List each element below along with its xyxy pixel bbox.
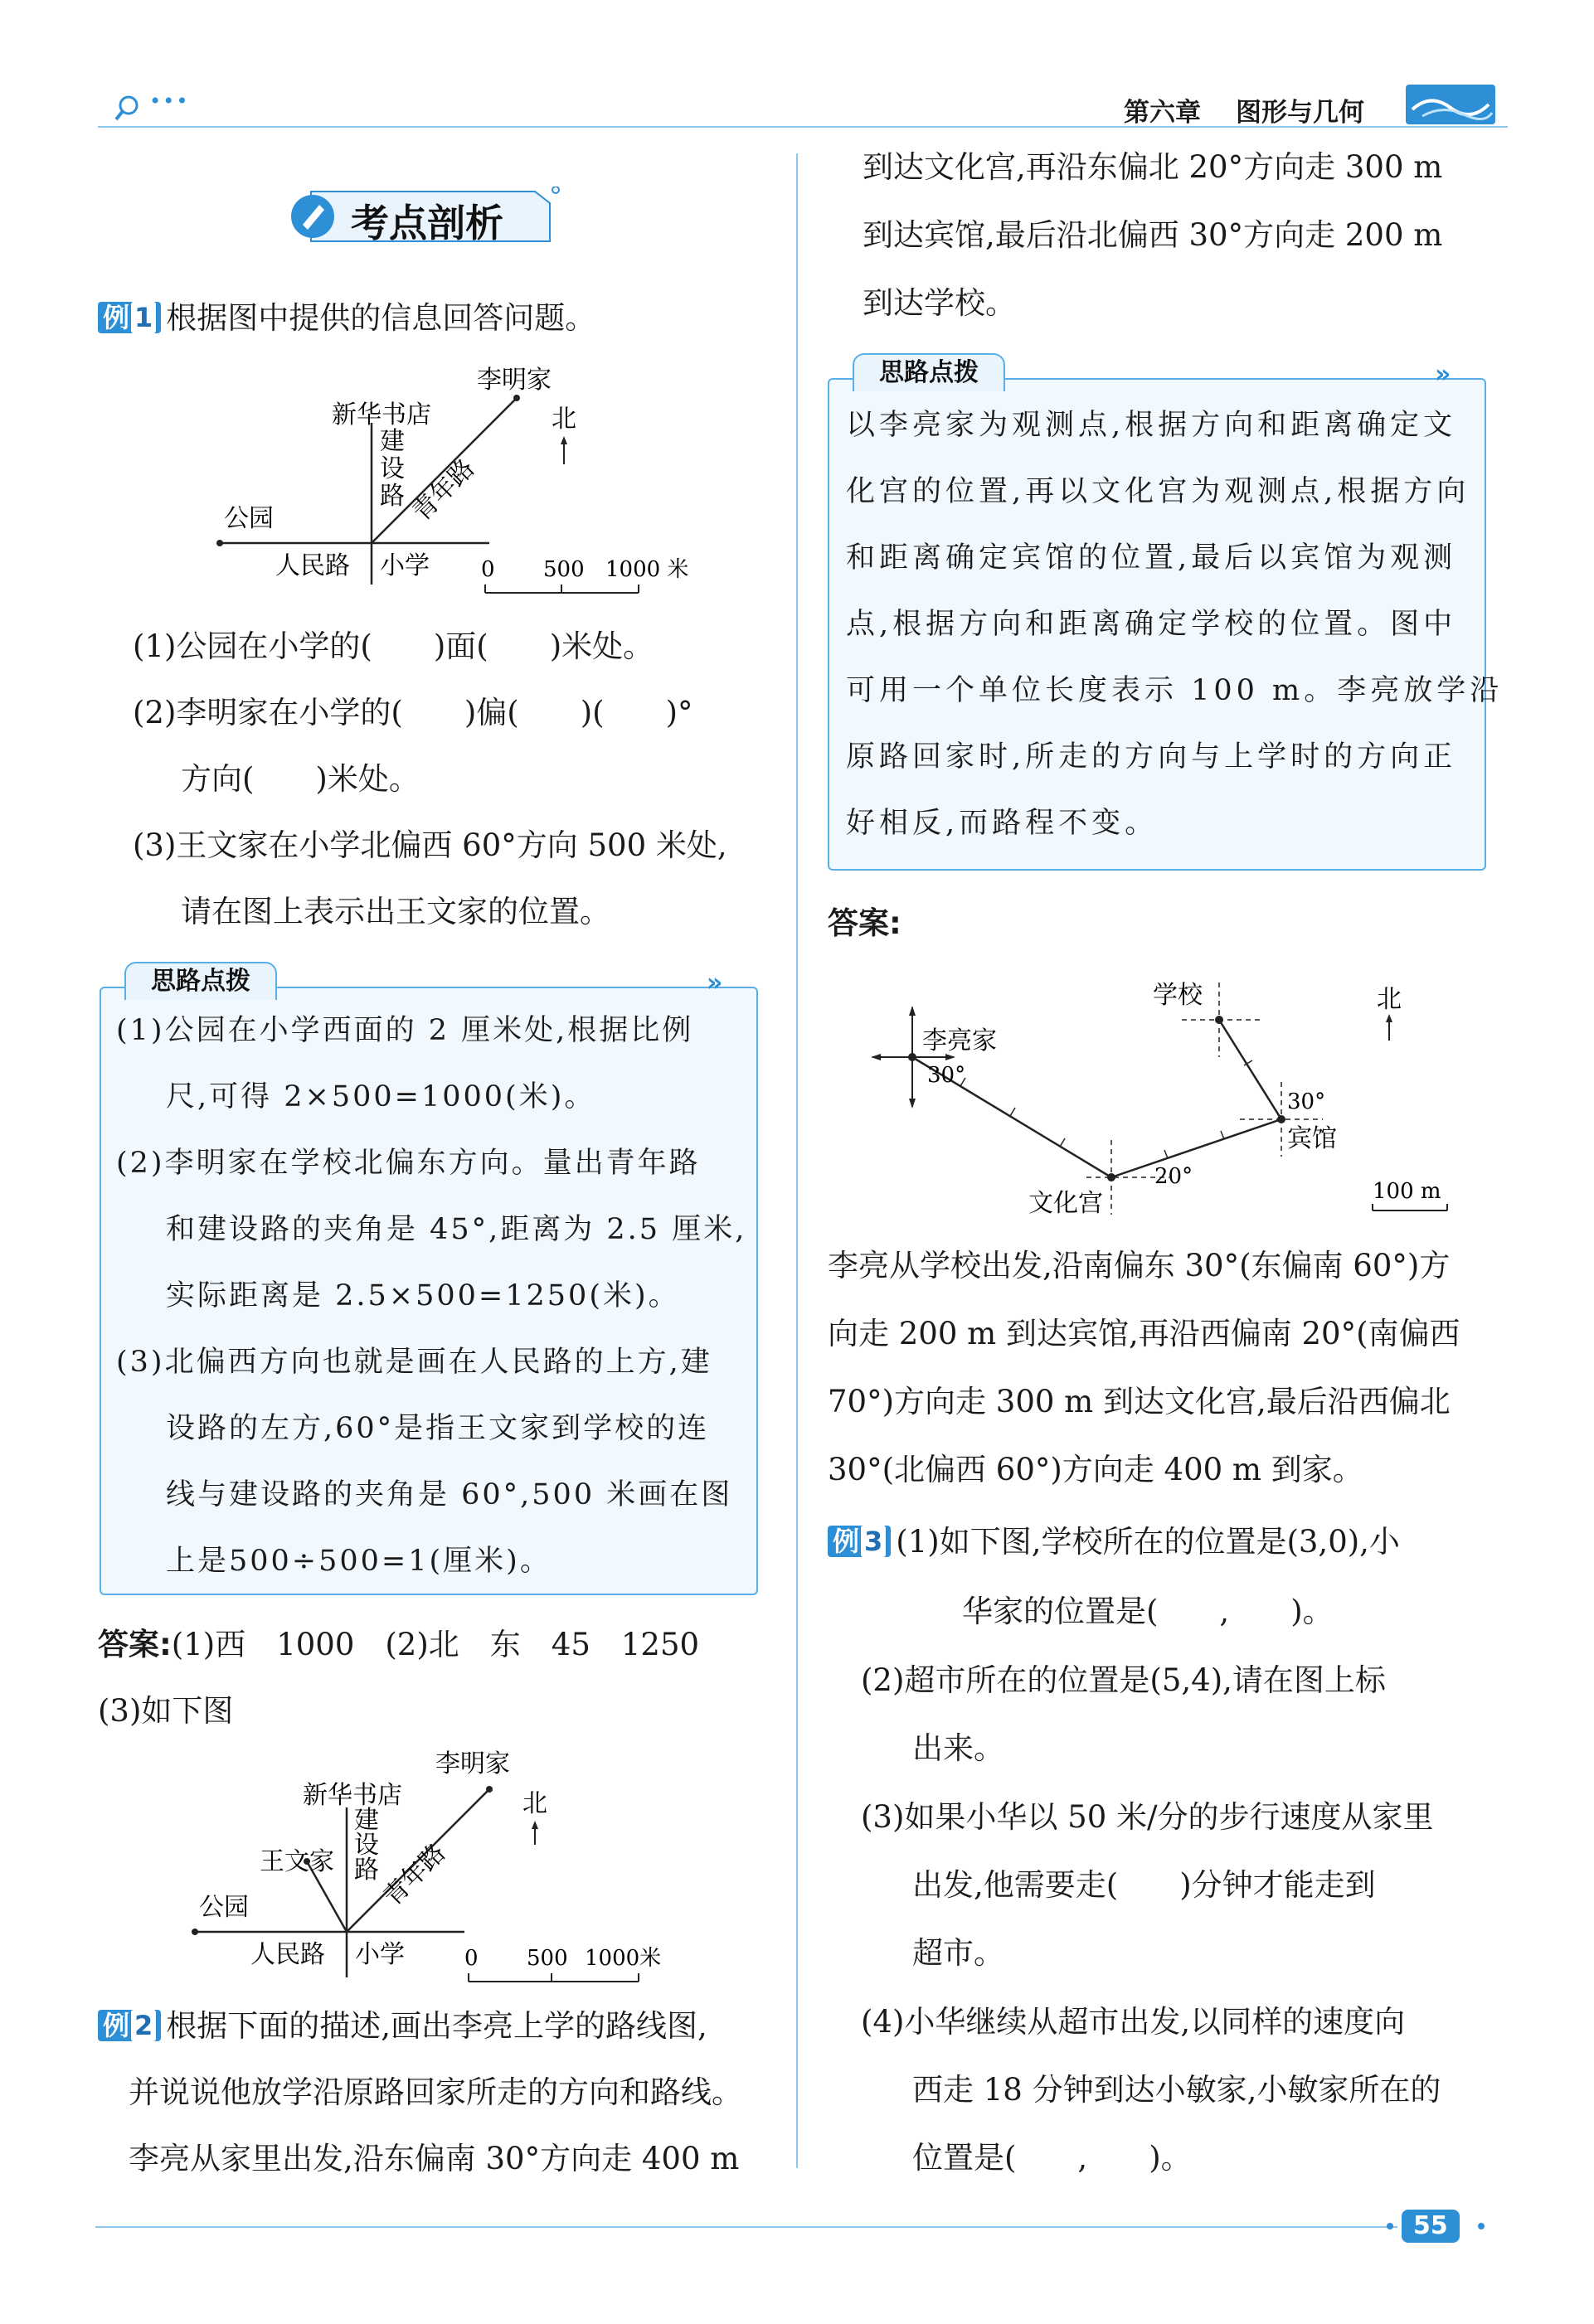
search-icon	[112, 93, 145, 126]
ex3-badge: 例 3	[828, 1526, 891, 1557]
ex3-q1a: 例 3 (1)如下图,学校所在的位置是(3,0),小	[828, 1524, 1400, 1560]
ex2-q4: 到达文化宫,再沿东偏北 20°方向走 300 m	[863, 149, 1443, 185]
ex2-answer-3: 30°(北偏西 60°)方向走 400 m 到家。	[828, 1452, 1363, 1487]
ex1-q1: (1)公园在小学的( )面( )米处。	[133, 628, 654, 664]
label-wangwen: 王文家	[260, 1847, 334, 1876]
footer-dot-left	[1387, 2223, 1393, 2229]
label-liming-2: 李明家	[435, 1749, 510, 1778]
label-a20: 20°	[1154, 1164, 1193, 1189]
ex3-q3a: (3)如果小华以 50 米/分的步行速度从家里	[861, 1799, 1434, 1835]
footer-dot-right	[1478, 2223, 1485, 2229]
label-liming: 李明家	[477, 366, 552, 395]
ex3-q1b: 华家的位置是( , )。	[962, 1594, 1334, 1629]
ex2-badge: 例 2	[98, 2010, 161, 2041]
ex2-answer-0: 李亮从学校出发,沿南偏东 30°(东偏南 60°)方	[828, 1248, 1451, 1283]
ex2-answer-2: 70°)方向走 300 m 到达文化宫,最后沿西偏北	[828, 1384, 1451, 1419]
liming-home-point	[513, 395, 520, 401]
route-hotel-school	[1219, 1020, 1281, 1119]
ex2-q6: 到达学校。	[863, 285, 1016, 321]
route-culture-hotel	[1111, 1119, 1281, 1177]
ex2-think-1: 化宫的位置,再以文化宫为观测点,根据方向	[846, 475, 1470, 508]
label-xiaoxue: 小学	[380, 551, 430, 580]
label-culture: 文化宫	[1028, 1189, 1103, 1218]
label-jianshe: 建设路	[380, 427, 405, 511]
label-xinhua-2: 新华书店	[303, 1781, 402, 1810]
scale-1000-2: 1000米	[585, 1946, 662, 1971]
header-dots: •••	[149, 90, 190, 113]
ex1-badge: 例 1	[98, 302, 161, 333]
ex2-q2: 并说说他放学沿原路回家所走的方向和路线。	[129, 2074, 742, 2110]
label-scale: 100 m	[1373, 1179, 1441, 1204]
ex1-q3b: 请在图上表示出王文家的位置。	[181, 894, 610, 929]
ex1-think-0: (1)公园在小学西面的 2 厘米处,根据比例	[116, 1014, 694, 1047]
column-divider	[796, 153, 798, 2168]
ex2-think-4: 可用一个单位长度表示 100 m。李亮放学沿	[846, 674, 1504, 707]
ex1-question: 例 1 根据图中提供的信息回答问题。	[98, 300, 595, 337]
label-a30: 30°	[927, 1063, 966, 1088]
section-label: 图形与几何	[1236, 98, 1364, 128]
title-box	[286, 187, 560, 246]
ex1-answer	[98, 1627, 699, 1663]
label-qingnian-2: 青年路	[377, 1838, 452, 1912]
ex1-think-4: 实际距离是 2.5×500=1250(米)。	[166, 1279, 680, 1312]
label-north-2: 北	[522, 1789, 547, 1818]
footer-line	[95, 2226, 1397, 2228]
ex2-q5: 到达宾馆,最后沿北偏西 30°方向走 200 m	[863, 217, 1443, 253]
label-renmin-2: 人民路	[250, 1940, 325, 1969]
scale-1000: 1000 米	[605, 557, 689, 582]
ex1-answer-label: 答案:	[98, 1627, 172, 1662]
ex1-think-7: 线与建设路的夹角是 60°,500 米画在图	[166, 1478, 733, 1511]
jianshe-1: 建	[380, 427, 405, 456]
ex1-answer-text: (1)西 1000 (2)北 东 45 1250	[171, 1627, 700, 1662]
header-wave-logo	[1406, 85, 1495, 124]
page-number: 55	[1402, 2210, 1460, 2243]
ex1-answer3: (3)如下图	[98, 1693, 234, 1729]
scale-500-2: 500	[527, 1946, 568, 1971]
ex1-think-2: (2)李明家在学校北偏东方向。量出青年路	[116, 1147, 701, 1180]
ex2-think-0: 以李亮家为观测点,根据方向和距离确定文	[846, 409, 1457, 442]
ex1-q3a: (3)王文家在小学北偏西 60°方向 500 米处,	[133, 827, 727, 863]
ex1-think-5: (3)北偏西方向也就是画在人民路的上方,建	[116, 1346, 712, 1379]
label-gongyuan-2: 公园	[199, 1893, 249, 1922]
ex1-q2a: (2)李明家在小学的( )偏( )( )°	[133, 695, 693, 730]
ex2-think-5: 原路回家时,所走的方向与上学时的方向正	[846, 740, 1457, 774]
ex1-think-tab: 思路点拨	[124, 962, 277, 1000]
label-north-3: 北	[1377, 985, 1402, 1014]
label-xiaoxue-2: 小学	[355, 1940, 405, 1969]
ex2-q1: 例 2 根据下面的描述,画出李亮上学的路线图,	[98, 2008, 707, 2045]
ex1-think-arrow-icon: »	[707, 968, 723, 997]
ex2-answer-label: 答案:	[828, 905, 901, 941]
label-xinhua: 新华书店	[332, 400, 431, 429]
school-point	[1215, 1016, 1223, 1024]
ex2-q3: 李亮从家里出发,沿东偏南 30°方向走 400 m	[129, 2141, 740, 2176]
label-qingnian: 青年路	[406, 454, 481, 527]
label-gongyuan: 公园	[224, 504, 274, 533]
ex3-q4c: 位置是( , )。	[912, 2140, 1192, 2176]
label-home: 李亮家	[922, 1026, 997, 1055]
ex2-think-6: 好相反,而路程不变。	[846, 807, 1159, 840]
ex3-q2a: (2)超市所在的位置是(5,4),请在图上标	[861, 1662, 1386, 1698]
ex3-q2b: 出来。	[912, 1730, 1004, 1766]
label-north: 北	[552, 405, 576, 434]
ex2-think-tab: 思路点拨	[853, 353, 1005, 391]
ex1-answer-figure	[187, 1745, 701, 1986]
label-school: 学校	[1153, 981, 1203, 1010]
label-b30: 30°	[1287, 1089, 1326, 1114]
ex1-think-1: 尺,可得 2×500=1000(米)。	[166, 1080, 596, 1113]
park-point	[216, 540, 223, 546]
label-renmin: 人民路	[275, 551, 350, 580]
ex2-think-3: 点,根据方向和距离确定学校的位置。图中	[846, 608, 1457, 641]
scale-0-2: 0	[464, 1946, 479, 1971]
page-title: 考点剖析	[351, 201, 503, 245]
ex2-think-arrow-icon: »	[1435, 360, 1451, 389]
ex1-figure	[199, 357, 713, 597]
ex2-think-2: 和距离确定宾馆的位置,最后以宾馆为观测	[846, 541, 1457, 575]
chapter-label: 第六章	[1124, 98, 1201, 128]
scale-0: 0	[481, 557, 495, 582]
ex1-think-6: 设路的左方,60°是指王文家到学校的连	[166, 1412, 710, 1445]
label-jianshe-2: 建设路	[354, 1806, 379, 1885]
scale-500: 500	[543, 557, 585, 582]
ex1-think-3: 和建设路的夹角是 45°,距离为 2.5 厘米,	[166, 1213, 747, 1246]
ex3-q3c: 超市。	[912, 1935, 1004, 1971]
ex3-q3b: 出发,他需要走( )分钟才能走到	[912, 1867, 1376, 1903]
ex1-q2b: 方向( )米处。	[181, 761, 420, 797]
ex3-q4b: 西走 18 分钟到达小敏家,小敏家所在的	[912, 2072, 1441, 2108]
ex2-answer-1: 向走 200 m 到达宾馆,再沿西偏南 20°(南偏西	[828, 1316, 1460, 1351]
ex3-q4a: (4)小华继续从超市出发,以同样的速度向	[861, 2004, 1406, 2040]
ex1-think-8: 上是500÷500=1(厘米)。	[166, 1545, 552, 1578]
ex2-route-figure	[863, 966, 1476, 1231]
label-hotel: 宾馆	[1287, 1124, 1337, 1153]
